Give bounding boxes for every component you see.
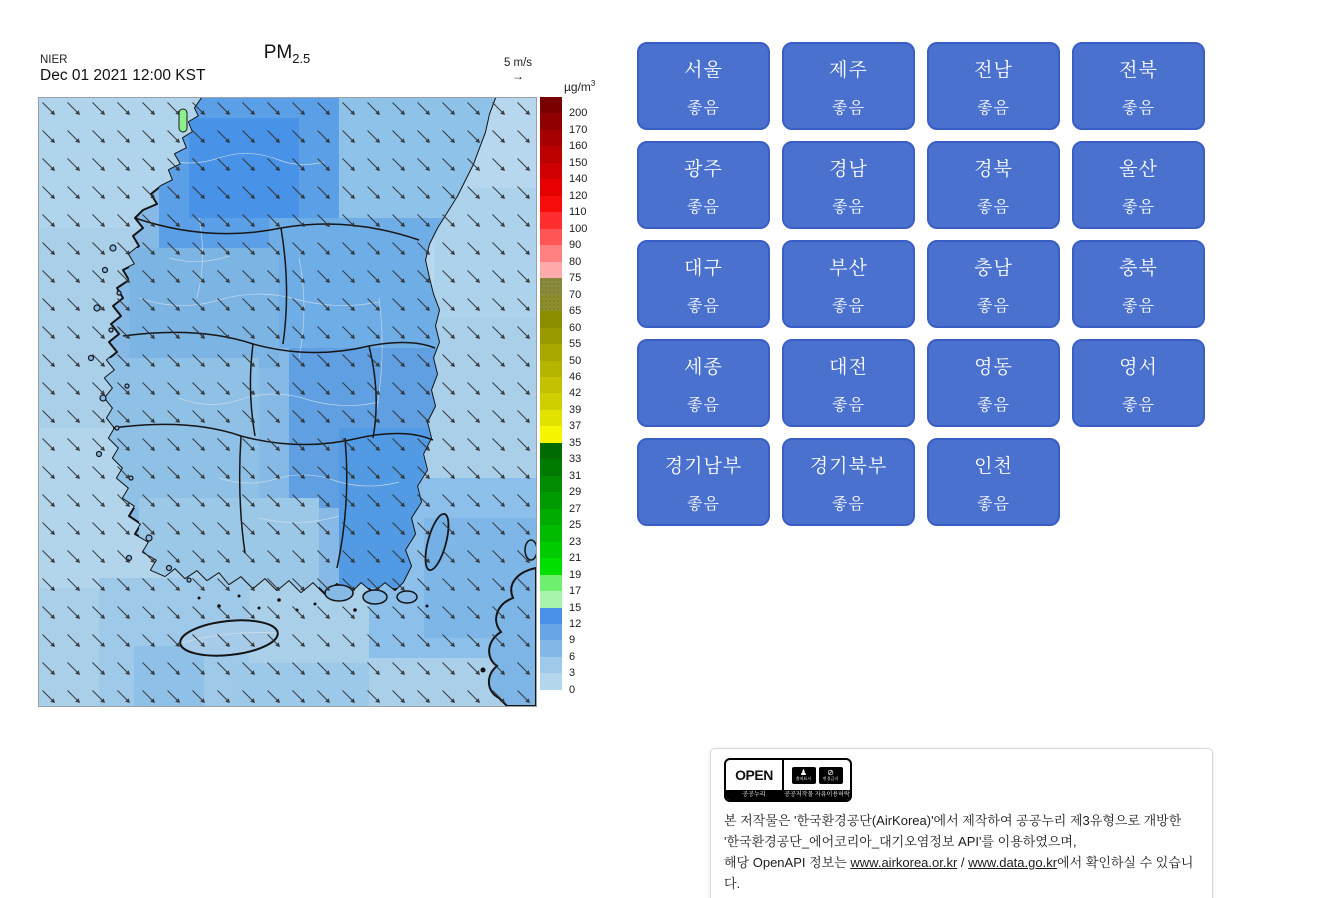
attribution-required-label: 출처표시 (795, 776, 812, 781)
colorbar-tick-label: 6 (569, 650, 576, 663)
open-logo-text: OPEN (735, 767, 773, 783)
attribution-line2-prefix: 해당 OpenAPI 정보는 (724, 855, 851, 870)
colorbar-tick-label: 110 (569, 206, 587, 219)
colorbar-segment (540, 624, 576, 647)
colorbar (540, 97, 588, 696)
region-name: 서울 (684, 59, 723, 81)
pm25-forecast-map (38, 97, 537, 707)
colorbar-tick-label: 160 (569, 140, 588, 153)
map-title (264, 42, 311, 66)
region-name: 울산 (1119, 158, 1158, 180)
colorbar-tick-label: 65 (569, 305, 582, 318)
colorbar-tick-label: 21 (569, 552, 582, 565)
colorbar-tick-label: 37 (569, 420, 582, 433)
region-name: 광주 (684, 158, 723, 180)
region-name: 경기북부 (809, 455, 888, 477)
colorbar-tick-label: 90 (569, 239, 582, 252)
colorbar-tick-label: 100 (569, 222, 588, 235)
colorbar-tick-label: 50 (569, 354, 582, 367)
region-button[interactable] (637, 339, 770, 427)
region-status: 좋음 (832, 495, 865, 513)
colorbar-tick-label: 27 (569, 502, 582, 515)
region-status: 좋음 (1122, 198, 1155, 216)
region-button[interactable] (782, 240, 915, 328)
colorbar-tick-label: 140 (569, 173, 588, 186)
region-status: 좋음 (832, 297, 865, 315)
region-name: 영서 (1119, 356, 1158, 378)
region-name: 제주 (829, 59, 868, 81)
colorbar-tick-label: 25 (569, 519, 582, 532)
no-derivatives-label: 변경금지 (822, 776, 839, 781)
colorbar-tick-label: 80 (569, 255, 582, 268)
colorbar-tick-label: 17 (569, 585, 582, 598)
region-button[interactable] (927, 339, 1060, 427)
region-button[interactable] (1072, 339, 1205, 427)
region-status: 좋음 (977, 396, 1010, 414)
colorbar-segment (540, 328, 582, 351)
region-status: 좋음 (687, 99, 720, 117)
colorbar-unit-text: µg/m (564, 80, 591, 94)
colorbar-segment (540, 476, 582, 499)
region-button[interactable] (637, 141, 770, 229)
region-status: 좋음 (977, 297, 1010, 315)
region-status: 좋음 (687, 297, 720, 315)
region-button[interactable] (782, 141, 915, 229)
colorbar-segment (540, 410, 582, 433)
region-status: 좋음 (832, 198, 865, 216)
colorbar-segment (540, 229, 582, 252)
region-name: 경북 (974, 158, 1013, 180)
colorbar-tick-label: 75 (569, 272, 582, 285)
colorbar-segment (540, 262, 582, 285)
region-status: 좋음 (687, 198, 720, 216)
colorbar-tick-label: 3 (569, 667, 576, 680)
colorbar-tick-label: 60 (569, 321, 582, 334)
region-name: 영동 (974, 356, 1013, 378)
colorbar-tick-label: 120 (569, 189, 588, 202)
region-name: 전남 (974, 59, 1013, 81)
region-status: 좋음 (832, 396, 865, 414)
colorbar-segment (540, 575, 582, 598)
colorbar-segment (540, 673, 576, 696)
colorbar-tick-label: 39 (569, 403, 582, 416)
region-name: 대구 (684, 257, 723, 279)
colorbar-segment (540, 97, 588, 120)
region-name: 대전 (829, 356, 868, 378)
region-name: 부산 (829, 257, 868, 279)
map-title-text: PM (263, 42, 293, 63)
datagokr-link[interactable]: www.data.go.kr (968, 855, 1058, 870)
colorbar-tick-label: 19 (569, 568, 582, 581)
colorbar-tick-label: 12 (569, 618, 582, 630)
pm25-map-canvas (39, 98, 536, 706)
region-name: 전북 (1119, 59, 1158, 81)
wind-speed-label: 5 m/s (503, 57, 533, 69)
region-name: 세종 (684, 356, 723, 378)
colorbar-segment (540, 361, 582, 383)
map-timestamp: Dec 01 2021 12:00 KST (40, 67, 206, 84)
colorbar-unit-label (564, 79, 595, 94)
colorbar-segment (540, 163, 588, 186)
colorbar-segment (540, 509, 582, 532)
kogl-open-section (726, 760, 784, 800)
region-status: 좋음 (1122, 396, 1155, 414)
map-title-subscript: 2.5 (292, 50, 311, 66)
region-status: 좋음 (977, 99, 1010, 117)
map-source-label: NIER (40, 54, 68, 66)
region-grid (637, 42, 1205, 526)
colorbar-segment (540, 657, 576, 680)
region-status: 좋음 (687, 495, 720, 513)
region-name: 인천 (974, 455, 1013, 477)
colorbar-tick-label: 29 (569, 486, 582, 499)
colorbar-tick-label: 15 (569, 601, 582, 614)
kogl-label: 공공누리 (726, 790, 782, 800)
kogl-caption: 공공저작물 자유이용허락 (784, 792, 850, 798)
link-separator: / (957, 855, 969, 870)
colorbar-tick-label: 200 (569, 107, 588, 120)
region-status: 좋음 (1122, 297, 1155, 315)
colorbar-tick-label: 33 (569, 453, 582, 466)
region-button[interactable] (637, 438, 770, 526)
colorbar-segment (540, 443, 582, 466)
region-status: 좋음 (1122, 99, 1155, 117)
region-name: 경남 (829, 158, 868, 180)
attribution-line2-suffix: 에서 확인하실 수 있습니다. (724, 855, 1194, 891)
colorbar-segment (540, 377, 582, 400)
colorbar-tick-label: 70 (569, 288, 582, 301)
colorbar-tick-label: 0 (569, 683, 576, 696)
kogl-open-logo (724, 758, 852, 802)
region-button[interactable] (637, 240, 770, 328)
colorbar-segment (540, 130, 588, 153)
colorbar-segment (540, 608, 582, 630)
kogl-license-icons (784, 760, 850, 790)
attribution-line1: 본 저작물은 '한국환경공단(AirKorea)'에서 제작하여 공공누리 제3유형으로 개방한 '한국환경공단_에어코리아_대기오염정보 API'를 이용하였으며, (724, 813, 1182, 849)
region-name: 충남 (974, 257, 1013, 279)
colorbar-tick-label: 23 (569, 535, 582, 548)
region-status: 좋음 (977, 198, 1010, 216)
region-button[interactable] (927, 438, 1060, 526)
attribution-required-icon (792, 767, 816, 784)
prohibition-icon: ⊘ (827, 768, 834, 777)
colorbar-segment (540, 640, 576, 663)
region-button[interactable] (1072, 141, 1205, 229)
colorbar-tick-label: 55 (569, 338, 582, 351)
region-button[interactable] (927, 240, 1060, 328)
person-icon: ♟ (799, 768, 808, 777)
region-button[interactable] (927, 141, 1060, 229)
region-button[interactable] (782, 42, 915, 130)
airkorea-link[interactable]: www.airkorea.or.kr (850, 855, 958, 870)
colorbar-tick-label: 35 (569, 436, 582, 449)
colorbar-segment (540, 542, 582, 565)
region-button[interactable] (927, 42, 1060, 130)
region-status: 좋음 (977, 495, 1010, 513)
wind-arrow-field (39, 98, 536, 706)
region-button[interactable] (782, 339, 915, 427)
region-button[interactable] (1072, 240, 1205, 328)
wind-reference-arrow-icon: → (512, 69, 524, 83)
region-name: 충북 (1119, 257, 1158, 279)
colorbar-segment (540, 295, 582, 318)
colorbar-tick-label: 150 (569, 156, 588, 169)
colorbar-segment (540, 196, 587, 219)
kogl-license-section (784, 760, 850, 800)
region-button[interactable] (1072, 42, 1205, 130)
region-name: 경기남부 (664, 455, 743, 477)
colorbar-tick-label: 42 (569, 387, 582, 400)
attribution-text (724, 810, 1199, 894)
colorbar-tick-label: 31 (569, 469, 582, 482)
colorbar-tick-label: 46 (569, 370, 582, 383)
region-status: 좋음 (687, 396, 720, 414)
colorbar-tick-label: 9 (569, 634, 576, 647)
region-button[interactable] (637, 42, 770, 130)
attribution-card (710, 748, 1213, 898)
region-status: 좋음 (832, 99, 865, 117)
no-derivatives-icon (819, 767, 843, 784)
colorbar-tick-label: 170 (569, 123, 588, 136)
colorbar-unit-sup: 3 (590, 79, 596, 88)
region-button[interactable] (782, 438, 915, 526)
